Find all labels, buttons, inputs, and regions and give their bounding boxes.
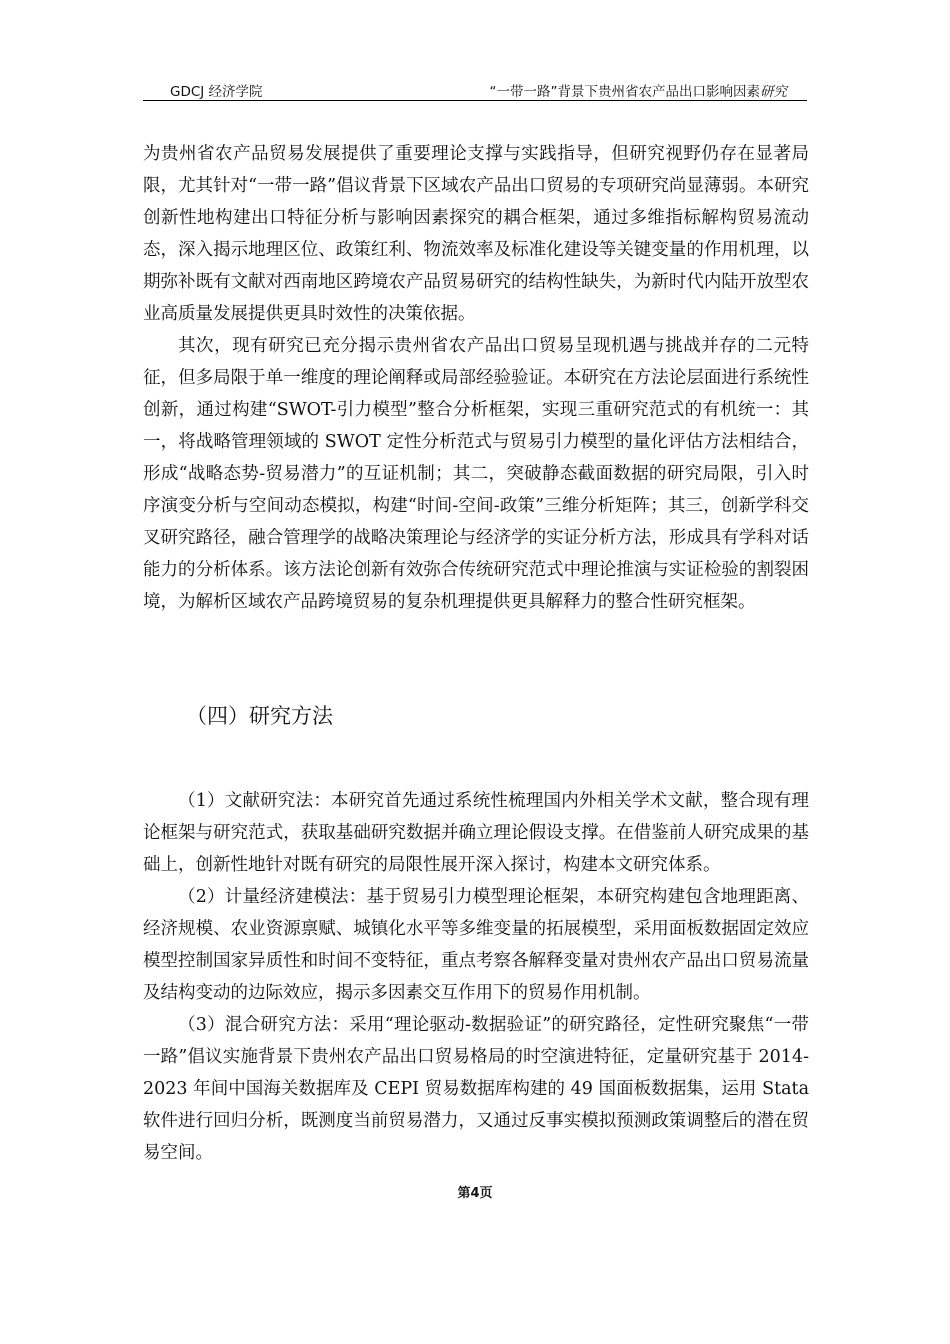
page-header bbox=[143, 74, 807, 101]
header-title-italic: 研究 bbox=[760, 84, 787, 100]
paragraph-1: 为贵州省农产品贸易发展提供了重要理论支撑与实践指导，但研究视野仍存在显著局限，尤其针对“一带一路”倡议背景下区域农产品出口贸易的专项研究尚显薄弱。本研究创新性地构建出口特征分析与影响因素探究的耦合框架，通过多维指标解构贸易流动态，深入揭示地理区位、政策红利、物流效率及标准化建设等关键变量的作用机理，以期弥补既有文献对西南地区跨境农产品贸易研究的结构性缺失，为新时代内陆开放型农业高质量发展提供更具时效性的决策依据。 bbox=[143, 144, 809, 324]
header-title-main: “一带一路”背景下贵州省农产品出口影响因素 bbox=[489, 84, 760, 100]
header-title bbox=[490, 80, 788, 100]
section-heading: （四）研究方法 bbox=[186, 704, 333, 728]
method-literature: （1）文献研究法：本研究首先通过系统性梳理国内外相关学术文献，整合现有理论框架与研究范式，获取基础研究数据并确立理论假设支撑。在借鉴前人研究成果的基础上，创新性地针对既有研究的局限性展开深入探讨，构建本文研究体系。 bbox=[143, 791, 809, 875]
body-text bbox=[143, 138, 809, 618]
method-mixed: （3）混合研究方法：采用“理论驱动-数据验证”的研究路径，定性研究聚焦“一带一路”倡议实施背景下贵州农产品出口贸易格局的时空演进特征，定量研究基于 2014-2023 年间中国海关数据库及 CEPI 贸易数据库构建的 49 国面板数据集，运用 Stata 软件进行回归分析，既测度当前贸易潜力，又通过反事实模拟预测政策调整后的潜在贸易空间。 bbox=[143, 1015, 809, 1163]
method-econometric: （2）计量经济建模法：基于贸易引力模型理论框架，本研究构建包含地理距离、经济规模、农业资源禀赋、城镇化水平等多维变量的拓展模型，采用面板数据固定效应模型控制国家异质性和时间不变特征，重点考察各解释变量对贵州农产品出口贸易流量及结构变动的边际效应，揭示多因素交互作用下的贸易作用机制。 bbox=[143, 887, 809, 1003]
header-school: GDCJ 经济学院 bbox=[170, 84, 263, 100]
methods-text bbox=[143, 785, 809, 1169]
paragraph-2: 其次，现有研究已充分揭示贵州省农产品出口贸易呈现机遇与挑战并存的二元特征，但多局限于单一维度的理论阐释或局部经验验证。本研究在方法论层面进行系统性创新，通过构建“SWOT-引力模型”整合分析框架，实现三重研究范式的有机统一：其一，将战略管理领域的 SWOT 定性分析范式与贸易引力模型的量化评估方法相结合，形成“战略态势-贸易潜力”的互证机制；其二，突破静态截面数据的研究局限，引入时序演变分析与空间动态模拟，构建“时间-空间-政策”三维分析矩阵；其三，创新学科交叉研究路径，融合管理学的战略决策理论与经济学的实证分析方法，形成具有学科对话能力的分析体系。该方法论创新有效弥合传统研究范式中理论推演与实证检验的割裂困境，为解析区域农产品跨境贸易的复杂机理提供更具解释力的整合性研究框架。 bbox=[143, 336, 809, 612]
page-number: 第4页 bbox=[457, 1186, 493, 1201]
